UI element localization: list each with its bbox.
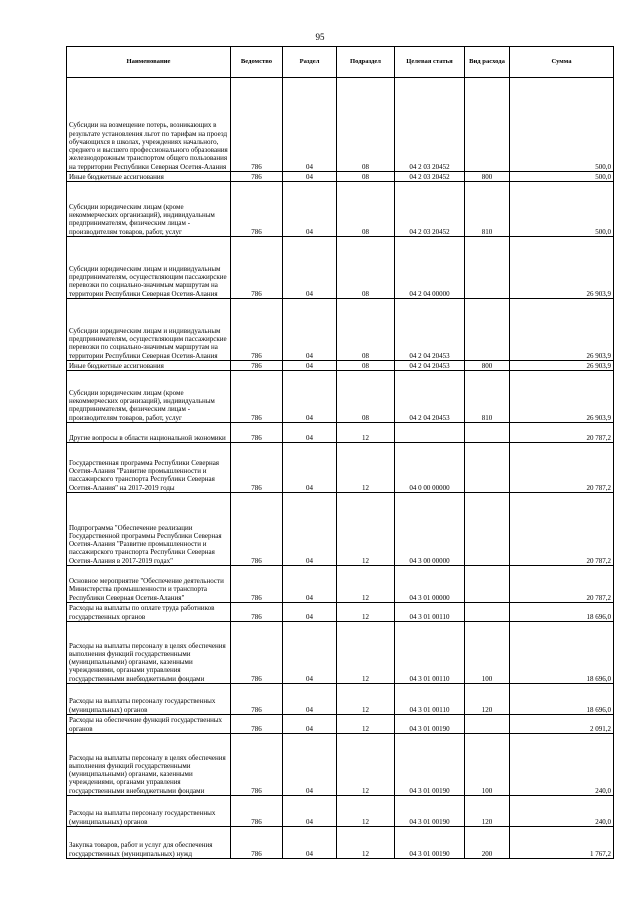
row-razdel-cell: 04 (283, 684, 337, 715)
row-ved-cell: 786 (231, 603, 283, 622)
row-sum-cell: 18 696,0 (510, 603, 614, 622)
row-target-cell: 04 2 03 20452 (395, 182, 465, 237)
row-ved-cell: 786 (231, 493, 283, 566)
row-sum-cell: 240,0 (510, 796, 614, 827)
row-name-cell: Расходы на обеспечение функций государственных органов (67, 715, 231, 734)
table-row (67, 684, 614, 715)
column-header-razdel: Раздел (283, 47, 337, 78)
row-podrazdel-cell: 08 (337, 172, 395, 182)
table-row (67, 237, 614, 299)
row-razdel-cell: 04 (283, 622, 337, 684)
row-podrazdel-cell: 12 (337, 443, 395, 493)
row-expense-type-cell: 100 (465, 734, 510, 796)
row-expense-type-cell: 200 (465, 827, 510, 859)
table-row (67, 172, 614, 182)
row-podrazdel-cell: 12 (337, 827, 395, 859)
row-razdel-cell: 04 (283, 734, 337, 796)
column-header-ved: Ведомство (231, 47, 283, 78)
table-row (67, 566, 614, 603)
row-name-cell: Субсидии юридическим лицам (кроме некоммерческих организаций), индивидуальным предпринимателям, физическим лицам - производителям товаров, работ, услуг (67, 371, 231, 423)
row-ved-cell: 786 (231, 78, 283, 172)
table-row (67, 715, 614, 734)
row-target-cell: 04 2 03 20452 (395, 78, 465, 172)
table-header-row (67, 47, 614, 78)
row-target-cell: 04 3 01 00110 (395, 622, 465, 684)
row-target-cell: 04 3 01 00190 (395, 715, 465, 734)
row-ved-cell: 786 (231, 443, 283, 493)
row-expense-type-cell (465, 423, 510, 443)
row-target-cell: 04 3 00 00000 (395, 493, 465, 566)
row-expense-type-cell (465, 237, 510, 299)
row-name-cell: Расходы на выплаты по оплате труда работников государственных органов (67, 603, 231, 622)
row-target-cell: 04 2 03 20452 (395, 172, 465, 182)
row-podrazdel-cell: 08 (337, 78, 395, 172)
row-podrazdel-cell: 12 (337, 715, 395, 734)
row-target-cell: 04 3 01 00190 (395, 827, 465, 859)
row-name-cell: Иные бюджетные ассигнования (67, 172, 231, 182)
table-row (67, 371, 614, 423)
row-target-cell: 04 3 01 00190 (395, 796, 465, 827)
row-expense-type-cell (465, 443, 510, 493)
row-sum-cell: 26 903,9 (510, 361, 614, 371)
table-row (67, 827, 614, 859)
row-ved-cell: 786 (231, 172, 283, 182)
row-razdel-cell: 04 (283, 566, 337, 603)
row-ved-cell: 786 (231, 715, 283, 734)
row-name-cell: Подпрограмма "Обеспечение реализации Государственной программы Республики Северная Осетия-Алания "Развитие промышленности и пассажирского транспорта Республики Северная Осетия-Алания в 2017-2019 годах" (67, 493, 231, 566)
table-row (67, 796, 614, 827)
column-header-name: Наименование (67, 47, 231, 78)
row-ved-cell: 786 (231, 827, 283, 859)
row-expense-type-cell (465, 715, 510, 734)
row-ved-cell: 786 (231, 734, 283, 796)
column-header-expense-type: Вид расхода (465, 47, 510, 78)
row-expense-type-cell: 810 (465, 182, 510, 237)
row-target-cell: 04 2 04 20453 (395, 371, 465, 423)
row-razdel-cell: 04 (283, 299, 337, 361)
row-expense-type-cell (465, 493, 510, 566)
row-name-cell: Субсидии юридическим лицам (кроме некоммерческих организаций), индивидуальным предпринимателям, физическим лицам - производителям товаров, работ, услуг (67, 182, 231, 237)
row-name-cell: Закупка товаров, работ и услуг для обеспечения государственных (муниципальных) нужд (67, 827, 231, 859)
table-row (67, 443, 614, 493)
row-razdel-cell: 04 (283, 493, 337, 566)
row-podrazdel-cell: 08 (337, 371, 395, 423)
row-sum-cell: 500,0 (510, 172, 614, 182)
row-podrazdel-cell: 12 (337, 603, 395, 622)
row-ved-cell: 786 (231, 237, 283, 299)
row-sum-cell: 18 696,0 (510, 684, 614, 715)
row-target-cell: 04 2 04 20453 (395, 299, 465, 361)
row-name-cell: Расходы на выплаты персоналу государственных (муниципальных) органов (67, 684, 231, 715)
row-name-cell: Субсидии юридическим лицам и индивидуальным предпринимателям, осуществляющим пассажирские перевозки по социально-значимым маршрутам на территории Республики Северная Осетия-Алания (67, 237, 231, 299)
table-row (67, 78, 614, 172)
table-row (67, 361, 614, 371)
row-name-cell: Субсидии на возмещение потерь, возникающих в результате установления льгот по тарифам на проезд обучающихся в школах, учреждениях начального, среднего и высшего профессионального образования железнодорожным транспортом общего пользования на территории Республики Северная Осетия-Алания (67, 78, 231, 172)
row-expense-type-cell (465, 603, 510, 622)
table-row (67, 423, 614, 443)
row-podrazdel-cell: 12 (337, 796, 395, 827)
row-podrazdel-cell: 08 (337, 237, 395, 299)
row-sum-cell: 26 903,9 (510, 237, 614, 299)
row-expense-type-cell (465, 78, 510, 172)
row-razdel-cell: 04 (283, 182, 337, 237)
row-ved-cell: 786 (231, 684, 283, 715)
row-target-cell (395, 423, 465, 443)
row-target-cell: 04 3 01 00190 (395, 734, 465, 796)
row-ved-cell: 786 (231, 361, 283, 371)
row-razdel-cell: 04 (283, 423, 337, 443)
row-expense-type-cell (465, 566, 510, 603)
row-sum-cell: 500,0 (510, 78, 614, 172)
row-sum-cell: 26 903,9 (510, 299, 614, 361)
row-podrazdel-cell: 12 (337, 734, 395, 796)
row-sum-cell: 20 787,2 (510, 493, 614, 566)
row-sum-cell: 18 696,0 (510, 622, 614, 684)
table-row (67, 603, 614, 622)
column-header-sum: Сумма (510, 47, 614, 78)
row-ved-cell: 786 (231, 423, 283, 443)
row-podrazdel-cell: 12 (337, 423, 395, 443)
row-expense-type-cell: 800 (465, 361, 510, 371)
row-ved-cell: 786 (231, 299, 283, 361)
row-razdel-cell: 04 (283, 361, 337, 371)
row-sum-cell: 20 787,2 (510, 423, 614, 443)
row-podrazdel-cell: 12 (337, 493, 395, 566)
row-target-cell: 04 2 04 00000 (395, 237, 465, 299)
row-expense-type-cell: 810 (465, 371, 510, 423)
row-sum-cell: 1 767,2 (510, 827, 614, 859)
row-target-cell: 04 3 01 00110 (395, 603, 465, 622)
row-name-cell: Другие вопросы в области национальной экономики (67, 423, 231, 443)
row-sum-cell: 500,0 (510, 182, 614, 237)
row-expense-type-cell: 800 (465, 172, 510, 182)
row-razdel-cell: 04 (283, 237, 337, 299)
row-name-cell: Расходы на выплаты персоналу государственных (муниципальных) органов (67, 796, 231, 827)
row-sum-cell: 20 787,2 (510, 566, 614, 603)
row-sum-cell: 20 787,2 (510, 443, 614, 493)
row-ved-cell: 786 (231, 622, 283, 684)
row-podrazdel-cell: 08 (337, 299, 395, 361)
row-razdel-cell: 04 (283, 443, 337, 493)
table-row (67, 299, 614, 361)
row-name-cell: Субсидии юридическим лицам и индивидуальным предпринимателям, осуществляющим пассажирские перевозки по социально-значимым маршрутам на территории Республики Северная Осетия-Алания (67, 299, 231, 361)
row-razdel-cell: 04 (283, 796, 337, 827)
row-podrazdel-cell: 08 (337, 361, 395, 371)
row-name-cell: Расходы на выплаты персоналу в целях обеспечения выполнения функций государственными (муниципальными) органами, казенными учреждениями, органами управления государственными внебюджетными фондами (67, 734, 231, 796)
row-target-cell: 04 0 00 00000 (395, 443, 465, 493)
row-name-cell: Основное мероприятие "Обеспечение деятельности Министерства промышленности и транспорта Республики Северная Осетия-Алания" (67, 566, 231, 603)
row-expense-type-cell: 100 (465, 622, 510, 684)
row-sum-cell: 2 091,2 (510, 715, 614, 734)
row-razdel-cell: 04 (283, 78, 337, 172)
row-ved-cell: 786 (231, 566, 283, 603)
row-name-cell: Иные бюджетные ассигнования (67, 361, 231, 371)
row-ved-cell: 786 (231, 796, 283, 827)
row-podrazdel-cell: 12 (337, 684, 395, 715)
column-header-target: Целевая статья (395, 47, 465, 78)
row-razdel-cell: 04 (283, 603, 337, 622)
row-razdel-cell: 04 (283, 172, 337, 182)
row-name-cell: Расходы на выплаты персоналу в целях обеспечения выполнения функций государственными (муниципальными) органами, казенными учреждениями, органами управления государственными внебюджетными фондами (67, 622, 231, 684)
row-ved-cell: 786 (231, 371, 283, 423)
table-row (67, 182, 614, 237)
table-row (67, 622, 614, 684)
row-name-cell: Государственная программа Республики Северная Осетия-Алания "Развитие промышленности и пассажирского транспорта Республики Северная Осетия-Алания" на 2017-2019 годы (67, 443, 231, 493)
row-target-cell: 04 3 01 00000 (395, 566, 465, 603)
row-podrazdel-cell: 08 (337, 182, 395, 237)
row-expense-type-cell (465, 299, 510, 361)
row-sum-cell: 240,0 (510, 734, 614, 796)
row-expense-type-cell: 120 (465, 684, 510, 715)
page-number: 95 (315, 32, 325, 42)
row-razdel-cell: 04 (283, 827, 337, 859)
row-expense-type-cell: 120 (465, 796, 510, 827)
row-target-cell: 04 2 04 20453 (395, 361, 465, 371)
row-razdel-cell: 04 (283, 715, 337, 734)
row-target-cell: 04 3 01 00110 (395, 684, 465, 715)
row-sum-cell: 26 903,9 (510, 371, 614, 423)
table-row (67, 493, 614, 566)
table-row (67, 734, 614, 796)
row-podrazdel-cell: 12 (337, 622, 395, 684)
row-razdel-cell: 04 (283, 371, 337, 423)
row-ved-cell: 786 (231, 182, 283, 237)
row-podrazdel-cell: 12 (337, 566, 395, 603)
column-header-podrazdel: Подраздел (337, 47, 395, 78)
budget-table (66, 46, 614, 859)
